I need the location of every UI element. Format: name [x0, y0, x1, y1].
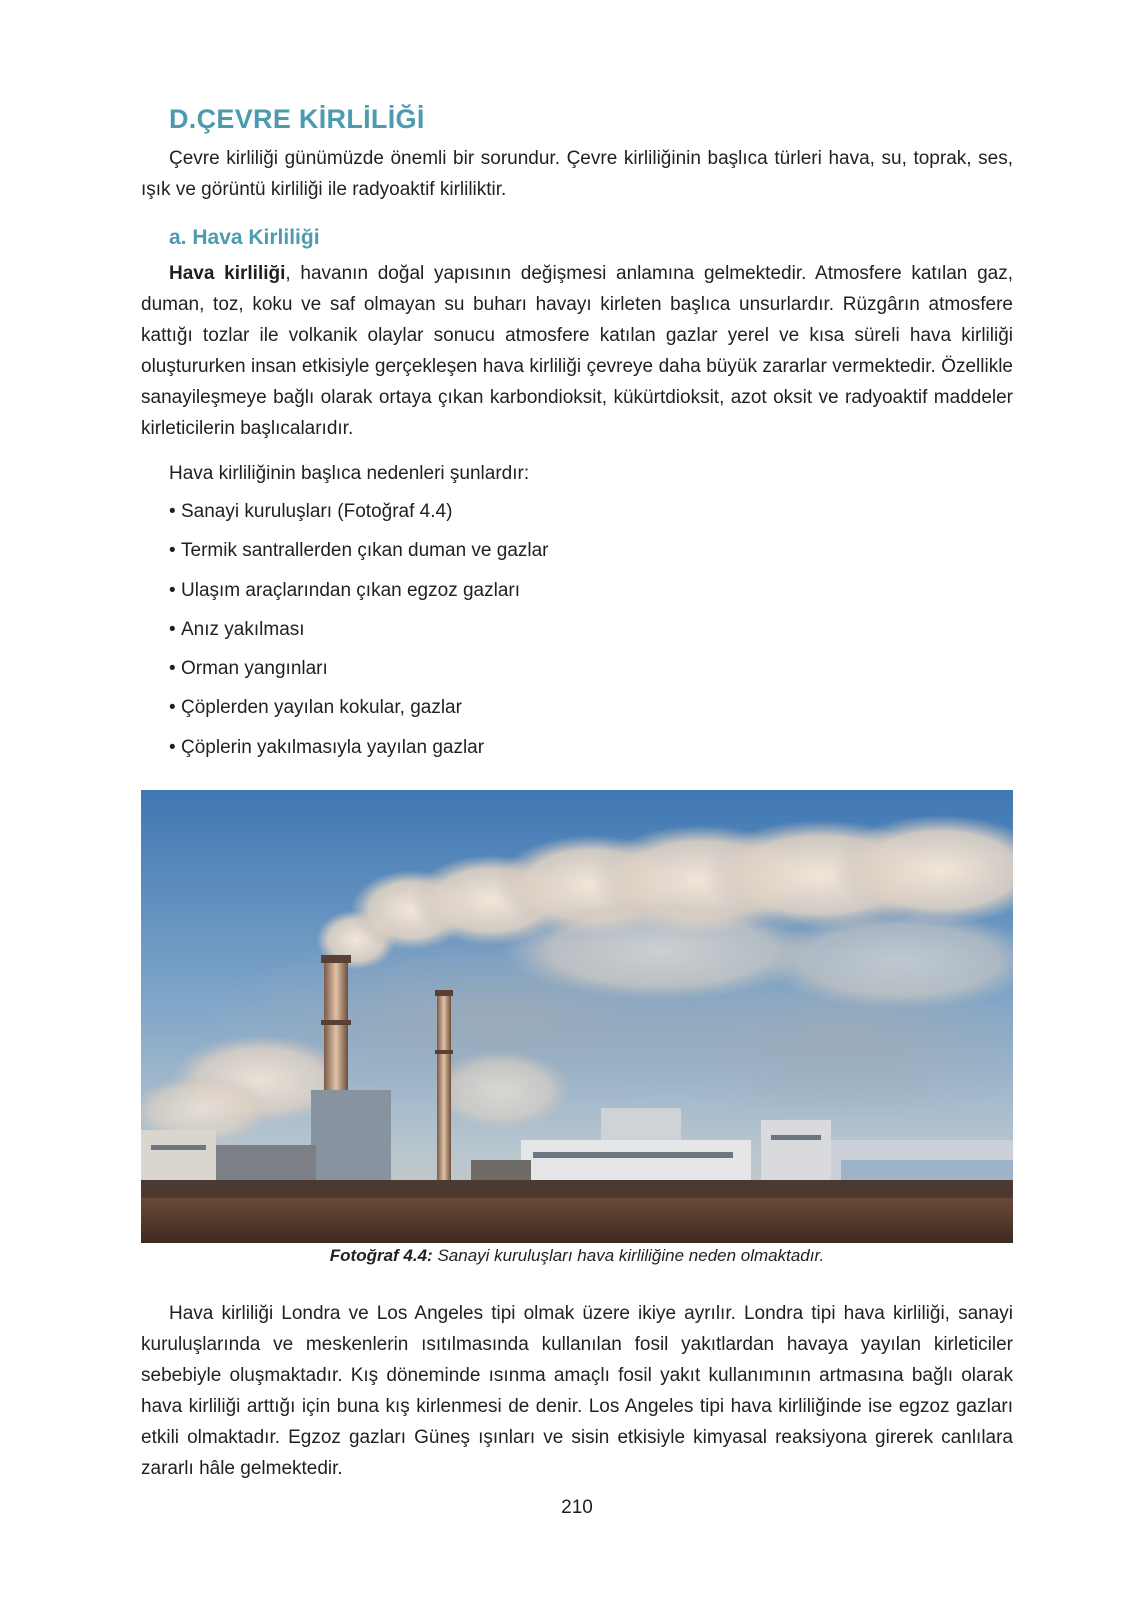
- intro-paragraph: Çevre kirliliği günümüzde önemli bir sorundur. Çevre kirliliğinin başlıca türleri hava, su, toprak, ses, ışık ve görüntü kirliliği ile radyoaktif kirliliktir.: [141, 148, 1013, 200]
- list-item: [169, 536, 549, 575]
- caption-label: Fotoğraf 4.4:: [329, 1246, 433, 1265]
- subsection-heading: a. Hava Kirliliği: [169, 226, 320, 249]
- bullet: •: [169, 579, 176, 601]
- tree-line: [141, 1180, 1013, 1198]
- caption-text: Sanayi kuruluşları hava kirliliğine neden olmaktadır.: [432, 1246, 825, 1265]
- thin-chimney: [437, 990, 451, 1190]
- photo-caption: [141, 1246, 1013, 1266]
- list-item: [169, 733, 549, 772]
- definition-paragraph: [141, 258, 1013, 444]
- list-item: [169, 497, 549, 536]
- section-title: ÇEVRE KİRLİLİĞİ: [196, 104, 425, 134]
- causes-intro: Hava kirliliğinin başlıca nedenleri şunlardır:: [169, 463, 530, 484]
- list-item: [169, 693, 549, 732]
- list-item-text: Termik santrallerden çıkan duman ve gazlar: [181, 540, 549, 562]
- factory-photo: [141, 790, 1013, 1243]
- causes-list: [169, 497, 549, 772]
- list-item: [169, 615, 549, 654]
- definition-text: , havanın doğal yapısının değişmesi anlamına gelmektedir. Atmosfere katılan gaz, duman, toz, koku ve saf olmayan su buharı havayı kirleten başlıca unsurlardır. Rüzgârın atmosfere kattığı tozlar ile volkanik olaylar sonucu atmosfere katılan gazlar yerel ve kısa süreli hava kirliliği oluştururken insan etkisiyle gerçekleşen hava kirliliği çevreye daha büyük zararlar vermektedir. Özellikle sanayileşmeye bağlı olarak ortaya çıkan karbondioksit, kükürtdioksit, azot oksit ve radyoaktif maddeler kirleticilerin başlıcalarıdır.: [141, 263, 1013, 439]
- list-item-text: Ulaşım araçlarından çıkan egzoz gazları: [181, 579, 520, 601]
- bullet: •: [169, 736, 176, 758]
- list-item-text: Çöplerin yakılmasıyla yayılan gazlar: [181, 736, 485, 758]
- bullet: •: [169, 658, 176, 680]
- list-item: [169, 576, 549, 615]
- section-letter: D.: [169, 104, 197, 134]
- bullet: •: [169, 697, 176, 719]
- field: [141, 1198, 1013, 1243]
- definition-term: Hava kirliliği: [169, 263, 286, 284]
- bullet: •: [169, 540, 176, 562]
- list-item-text: Çöplerden yayılan kokular, gazlar: [181, 697, 462, 719]
- section-heading: [169, 104, 425, 135]
- closing-paragraph: Hava kirliliği Londra ve Los Angeles tipi olmak üzere ikiye ayrılır. Londra tipi hava kirliliği, sanayi kuruluşlarında ve meskenlerin ısıtılmasında kullanılan fosil yakıtlardan havaya yayılan kirleticiler sebebiyle oluşmaktadır. Kış döneminde ısınma amaçlı fosil yakıt kullanımının artmasına bağlı olarak hava kirliliği arttığı için buna kış kirlenmesi de denir. Los Angeles tipi hava kirliliğinde ise egzoz gazları etkili olmaktadır. Egzoz gazları Güneş ışınları ve sisin etkisiyle kimyasal reaksiyona girerek canlılara zararlı hâle gelmektedir.: [141, 1303, 1013, 1479]
- list-item-text: Orman yangınları: [181, 658, 328, 680]
- page-number: 210: [561, 1497, 593, 1518]
- list-item-text: Anız yakılması: [181, 618, 305, 640]
- bullet: •: [169, 501, 176, 522]
- list-item: [169, 654, 549, 693]
- list-item-text: Sanayi kuruluşları (Fotoğraf 4.4): [181, 501, 453, 522]
- bullet: •: [169, 618, 176, 640]
